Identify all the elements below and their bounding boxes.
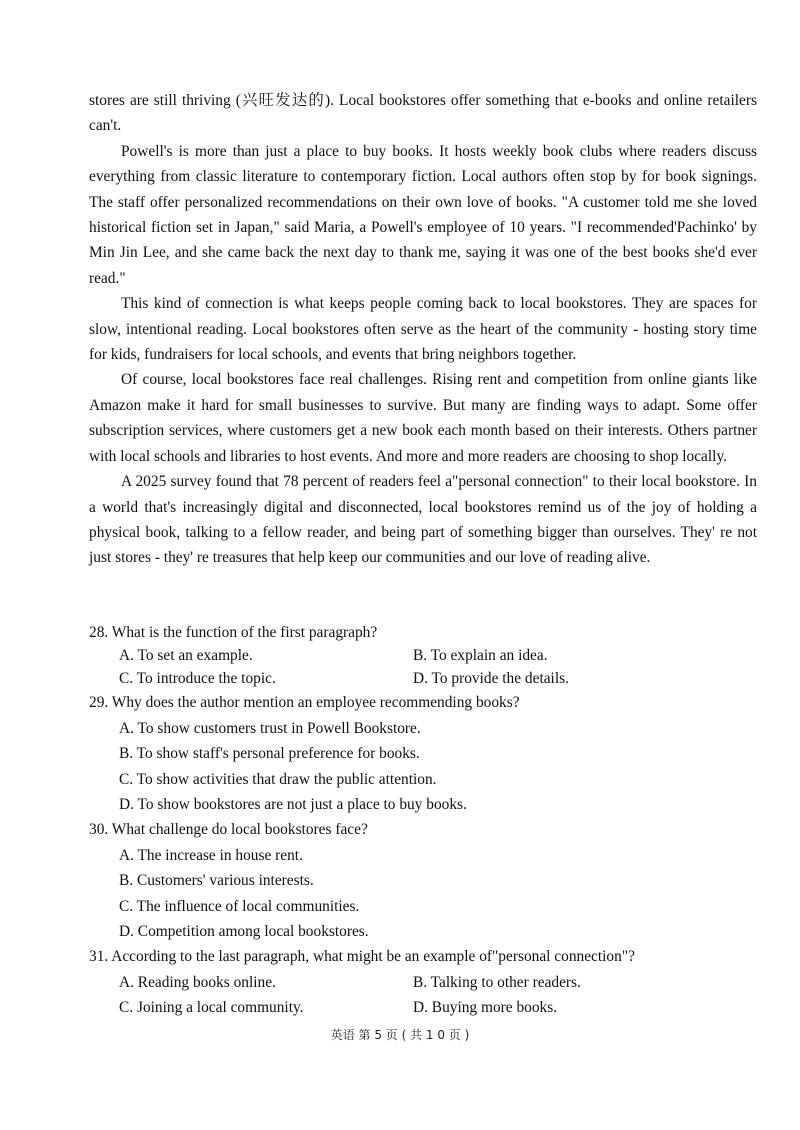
question-stem: 28. What is the function of the first paragraph? (89, 624, 378, 641)
passage-paragraph: Of course, local bookstores face real challenges. Rising rent and competition from online giants like Amazon make it hard for small businesses to survive. But many are finding ways to adapt. Some offer subscription services, where customers get a new book each month based on their interests. Others partner with local schools and libraries to host events. And more and more readers are choosing to shop locally. (89, 371, 757, 465)
passage-paragraph: This kind of connection is what keeps people coming back to local bookstores. They are spaces for slow, intentional reading. Local bookstores often serve as the heart of the community - hosting story time for kids, fundraisers for local schools, and events that bring neighbors together. (89, 295, 757, 364)
question-31 (89, 944, 757, 1019)
passage-paragraph: stores are still thriving (兴旺发达的). Local bookstores offer something that e-books and online retailers can't. (89, 92, 757, 135)
answer-option-a: A. To show customers trust in Powell Bookstore. (119, 719, 421, 737)
answer-option-a: A. To set an example. (119, 647, 253, 665)
answer-option-c: C. The influence of local communities. (119, 897, 360, 915)
answer-options (89, 716, 757, 818)
question-stem: 29. Why does the author mention an employee recommending books? (89, 694, 520, 712)
answer-option-c: C. Joining a local community. (119, 998, 304, 1016)
answer-option-c: C. To show activities that draw the public attention. (119, 770, 437, 788)
answer-options (89, 970, 757, 1020)
passage-paragraph: Powell's is more than just a place to buy books. It hosts weekly book clubs where readers discuss everything from classic literature to contemporary fiction. Local authors often stop by for book signings. The staff offer personalized recommendations on their own love of books. "A customer told me she loved historical fiction set in Japan," said Maria, a Powell's employee of 10 years. "I recommended'Pachinko' by Min Jin Lee, and she came back the next day to thank me, saying it was one of the best books she'd ever read." (89, 142, 757, 287)
answer-options (89, 645, 757, 690)
answer-option-b: B. To show staff's personal preference for books. (119, 745, 420, 763)
answer-option-c: C. To introduce the topic. (119, 669, 276, 687)
question-29 (89, 690, 757, 817)
answer-option-b: B. To explain an idea. (413, 647, 548, 665)
answer-option-a: A. The increase in house rent. (119, 846, 303, 864)
question-section (89, 620, 757, 1020)
answer-option-d: D. To show bookstores are not just a place to buy books. (119, 796, 467, 814)
answer-option-d: D. Buying more books. (413, 998, 558, 1016)
question-30 (89, 817, 757, 944)
answer-option-d: D. Competition among local bookstores. (119, 923, 369, 941)
reading-passage (89, 88, 757, 571)
answer-options (89, 843, 757, 945)
answer-option-b: B. Customers' various interests. (119, 872, 314, 890)
page-footer: 英语 第 5 页 ( 共 1 0 页 ) (330, 1028, 470, 1042)
answer-option-a: A. Reading books online. (119, 973, 276, 991)
answer-option-b: B. Talking to other readers. (413, 973, 581, 991)
question-28 (89, 620, 757, 690)
passage-paragraph: A 2025 survey found that 78 percent of readers feel a"personal connection" to their local bookstore. In a world that's increasingly digital and disconnected, local bookstores remind us of the joy of holding a physical book, talking to a fellow reader, and being part of something bigger than ourselves. They' re not just stores - they' re treasures that help keep our communities and our love of reading alive. (89, 473, 757, 567)
answer-option-d: D. To provide the details. (413, 669, 569, 687)
question-stem: 30. What challenge do local bookstores face? (89, 821, 368, 839)
question-stem: 31. According to the last paragraph, what might be an example of"personal connection"? (89, 948, 635, 966)
